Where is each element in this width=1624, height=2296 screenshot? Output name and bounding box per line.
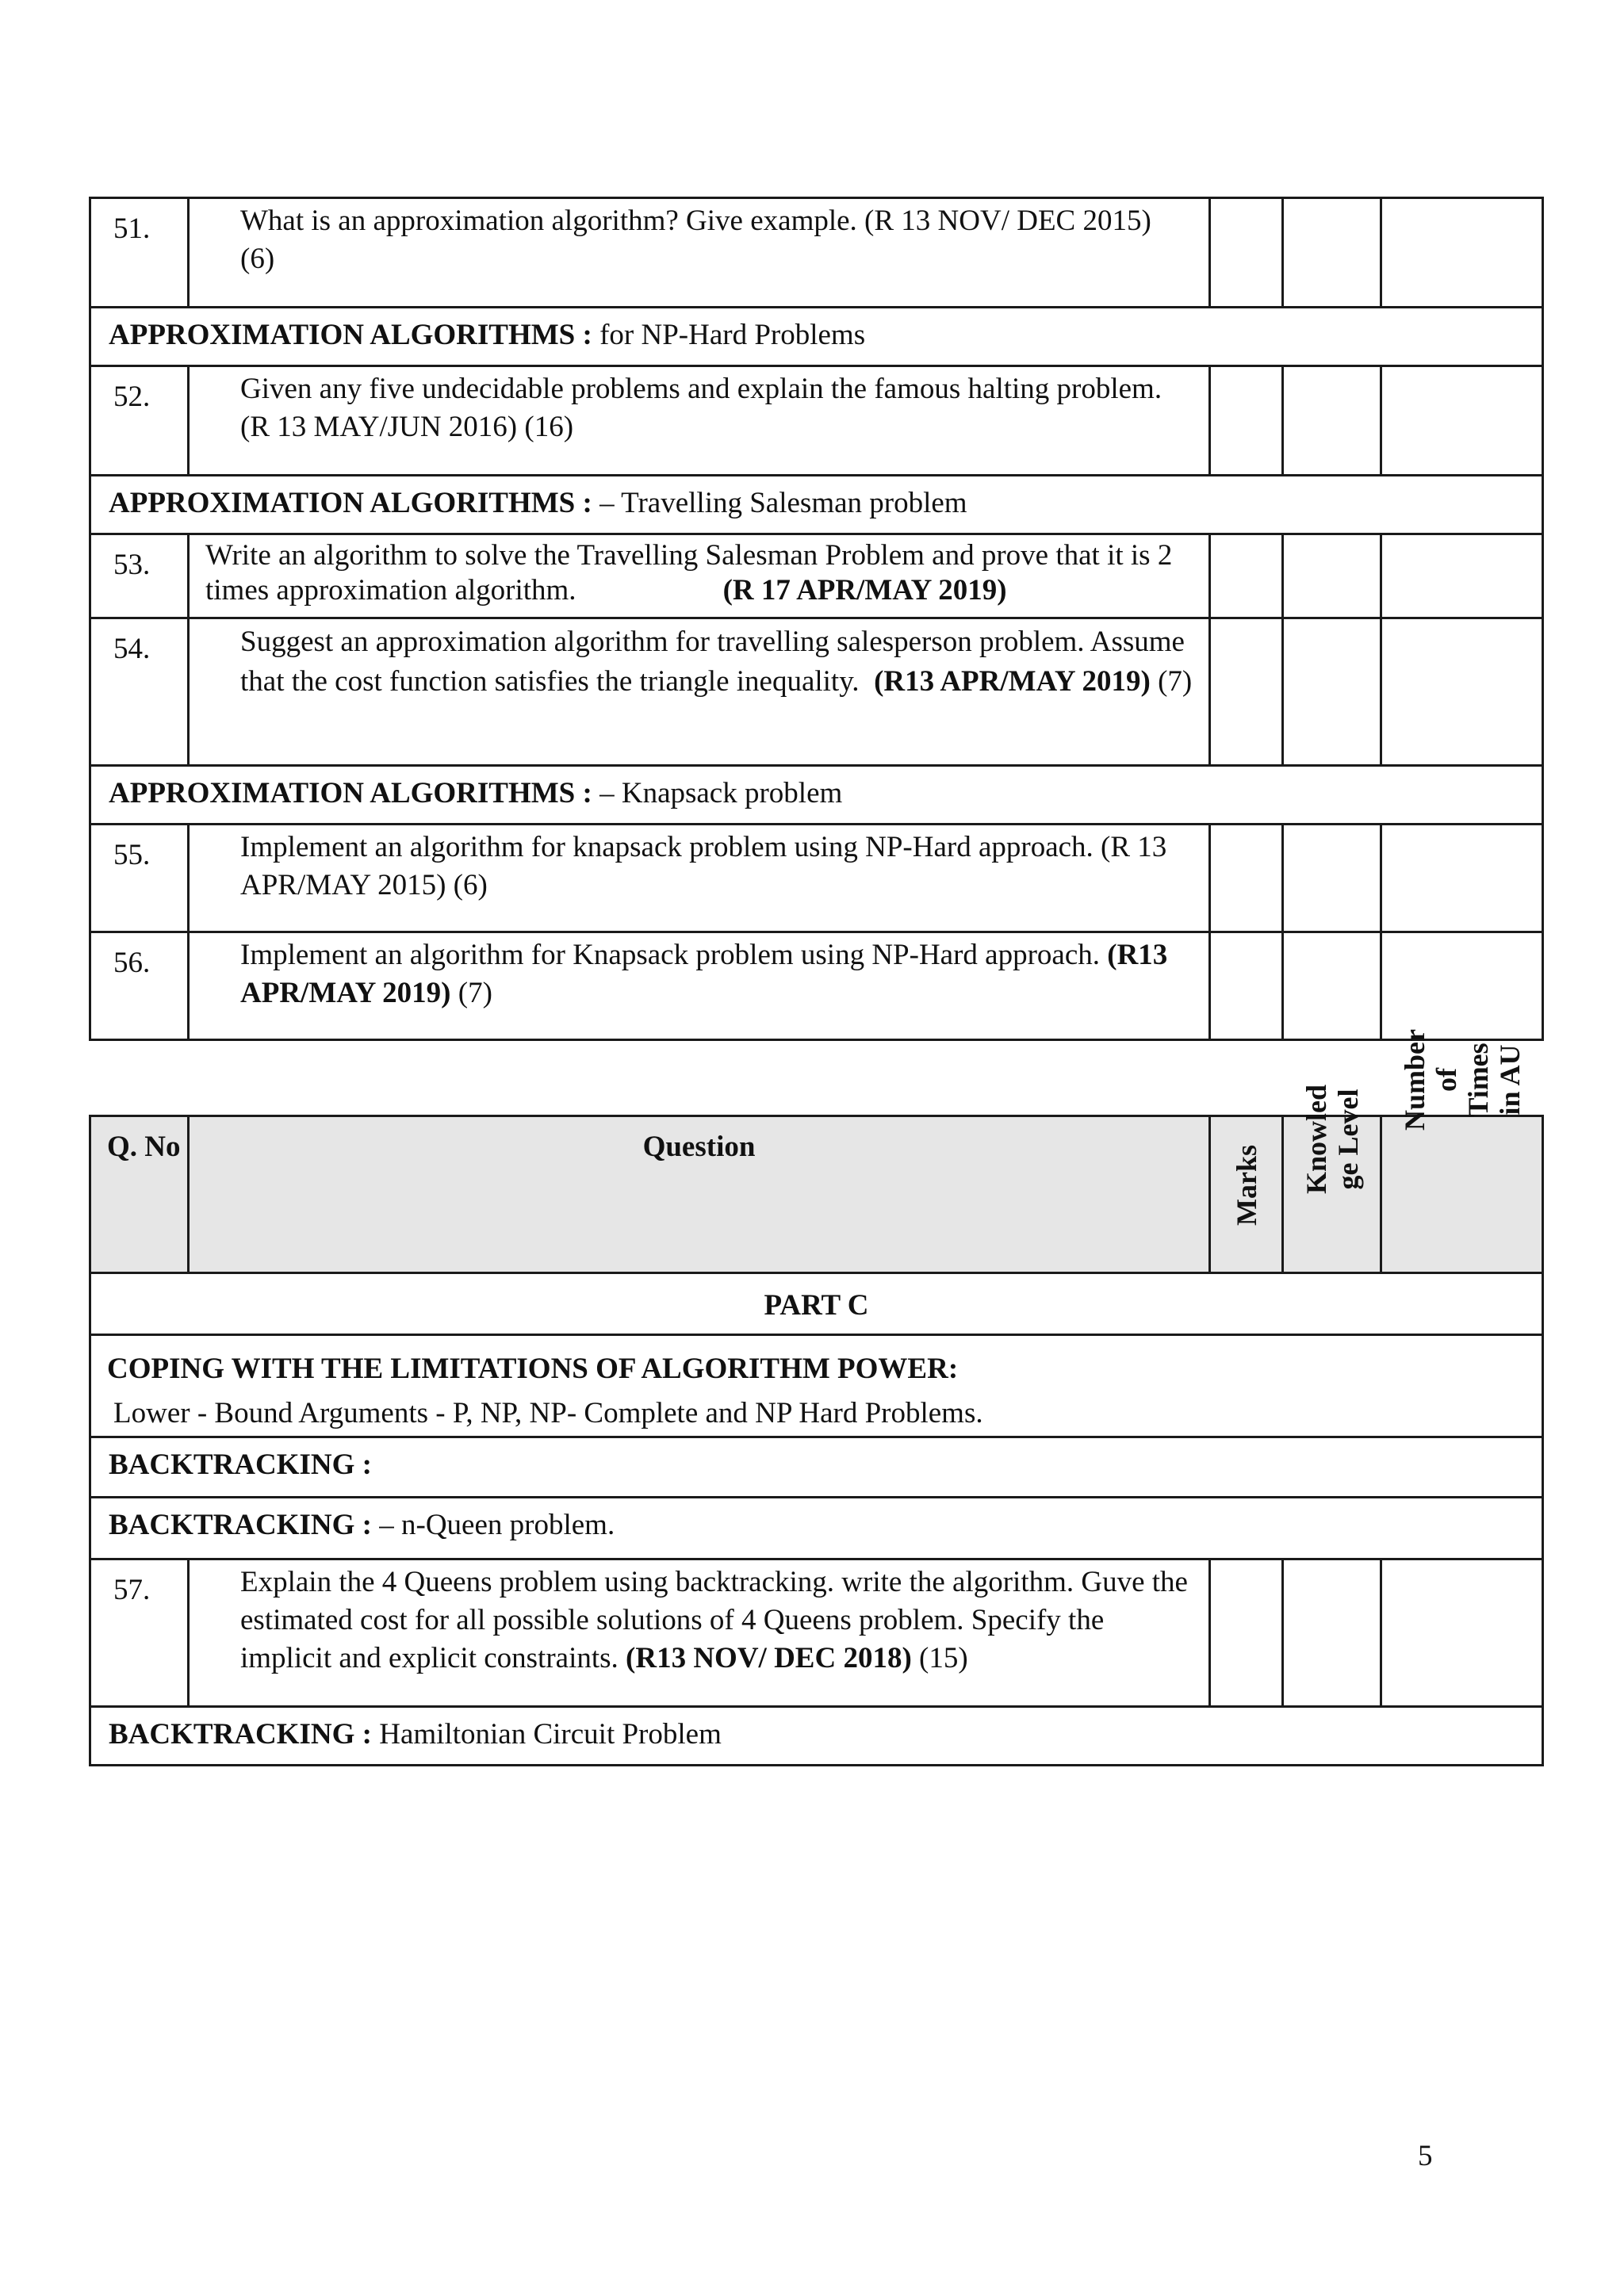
section-row	[90, 766, 1543, 825]
question-table-part-b	[89, 197, 1544, 1041]
question-number: 52.	[90, 366, 189, 476]
knowledge-level-header: Knowled ge Level	[1283, 1116, 1381, 1273]
marks-header: Marks	[1210, 1116, 1283, 1273]
times-cell	[1381, 534, 1543, 618]
section-heading: BACKTRACKING : – n-Queen problem.	[90, 1498, 1543, 1559]
table-row	[90, 618, 1543, 766]
part-row	[90, 1273, 1543, 1335]
marks-cell	[1210, 366, 1283, 476]
page-number: 5	[1418, 2140, 1433, 2172]
question-text: Given any five undecidable problems and explain the famous halting problem. (R 13 MAY/JUN 2016) (16)	[189, 366, 1210, 476]
question-number: 57.	[90, 1559, 189, 1707]
section-heading: COPING WITH THE LIMITATIONS OF ALGORITHM POWER: Lower - Bound Arguments - P, NP, NP- Complete and NP Hard Problems.	[90, 1335, 1543, 1437]
section-row	[90, 308, 1543, 366]
table-row	[90, 198, 1543, 308]
times-cell	[1381, 1559, 1543, 1707]
question-number: 51.	[90, 198, 189, 308]
knowledge-cell	[1283, 534, 1381, 618]
table-row	[90, 366, 1543, 476]
question-text: Suggest an approximation algorithm for travelling salesperson problem. Assume that the cost function satisfies the triangle inequality. (R13 APR/MAY 2019) (7)	[189, 618, 1210, 766]
section-heading: APPROXIMATION ALGORITHMS : for NP-Hard Problems	[90, 308, 1543, 366]
marks-cell	[1210, 1559, 1283, 1707]
question-number: 53.	[90, 534, 189, 618]
marks-cell	[1210, 932, 1283, 1040]
knowledge-cell	[1283, 825, 1381, 932]
times-cell	[1381, 198, 1543, 308]
times-cell	[1381, 618, 1543, 766]
marks-cell	[1210, 618, 1283, 766]
times-cell	[1381, 366, 1543, 476]
section-heading: BACKTRACKING :	[90, 1437, 1543, 1498]
marks-cell	[1210, 825, 1283, 932]
times-cell	[1381, 932, 1543, 1040]
section-row	[90, 1437, 1543, 1498]
section-row	[90, 476, 1543, 534]
marks-cell	[1210, 534, 1283, 618]
section-heading: APPROXIMATION ALGORITHMS : – Knapsack problem	[90, 766, 1543, 825]
question-text: Explain the 4 Queens problem using backtracking. write the algorithm. Guve the estimated cost for all possible solutions of 4 Queens problem. Specify the implicit and explicit constraints. (R13 NOV/ DEC 2018) (15)	[189, 1559, 1210, 1707]
section-row	[90, 1335, 1543, 1437]
table-row	[90, 534, 1543, 618]
part-heading: PART C	[90, 1273, 1543, 1335]
question-text: What is an approximation algorithm? Give example. (R 13 NOV/ DEC 2015) (6)	[189, 198, 1210, 308]
question-table-part-c	[89, 1029, 1544, 1766]
knowledge-cell	[1283, 932, 1381, 1040]
table-row	[90, 1559, 1543, 1707]
times-cell	[1381, 825, 1543, 932]
question-header: Question	[189, 1116, 1210, 1273]
section-row	[90, 1498, 1543, 1559]
knowledge-cell	[1283, 366, 1381, 476]
section-heading: APPROXIMATION ALGORITHMS : – Travelling Salesman problem	[90, 476, 1543, 534]
question-number: 56.	[90, 932, 189, 1040]
table-row	[90, 932, 1543, 1040]
qno-header: Q. No	[90, 1116, 189, 1273]
section-row	[90, 1707, 1543, 1766]
question-number: 54.	[90, 618, 189, 766]
section-heading: BACKTRACKING : Hamiltonian Circuit Problem	[90, 1707, 1543, 1766]
table-header-row	[90, 1116, 1543, 1273]
knowledge-cell	[1283, 618, 1381, 766]
knowledge-cell	[1283, 1559, 1381, 1707]
table-row	[90, 825, 1543, 932]
question-text: Write an algorithm to solve the Travelling Salesman Problem and prove that it is 2 times approximation algorithm. (R 17 APR/MAY 2019)	[189, 534, 1210, 618]
knowledge-cell	[1283, 198, 1381, 308]
question-text: Implement an algorithm for Knapsack problem using NP-Hard approach. (R13 APR/MAY 2019) (7)	[189, 932, 1210, 1040]
marks-cell	[1210, 198, 1283, 308]
times-in-au-header: Number of Times in AU	[1381, 1116, 1543, 1273]
question-number: 55.	[90, 825, 189, 932]
question-text: Implement an algorithm for knapsack problem using NP-Hard approach. (R 13 APR/MAY 2015) (6)	[189, 825, 1210, 932]
